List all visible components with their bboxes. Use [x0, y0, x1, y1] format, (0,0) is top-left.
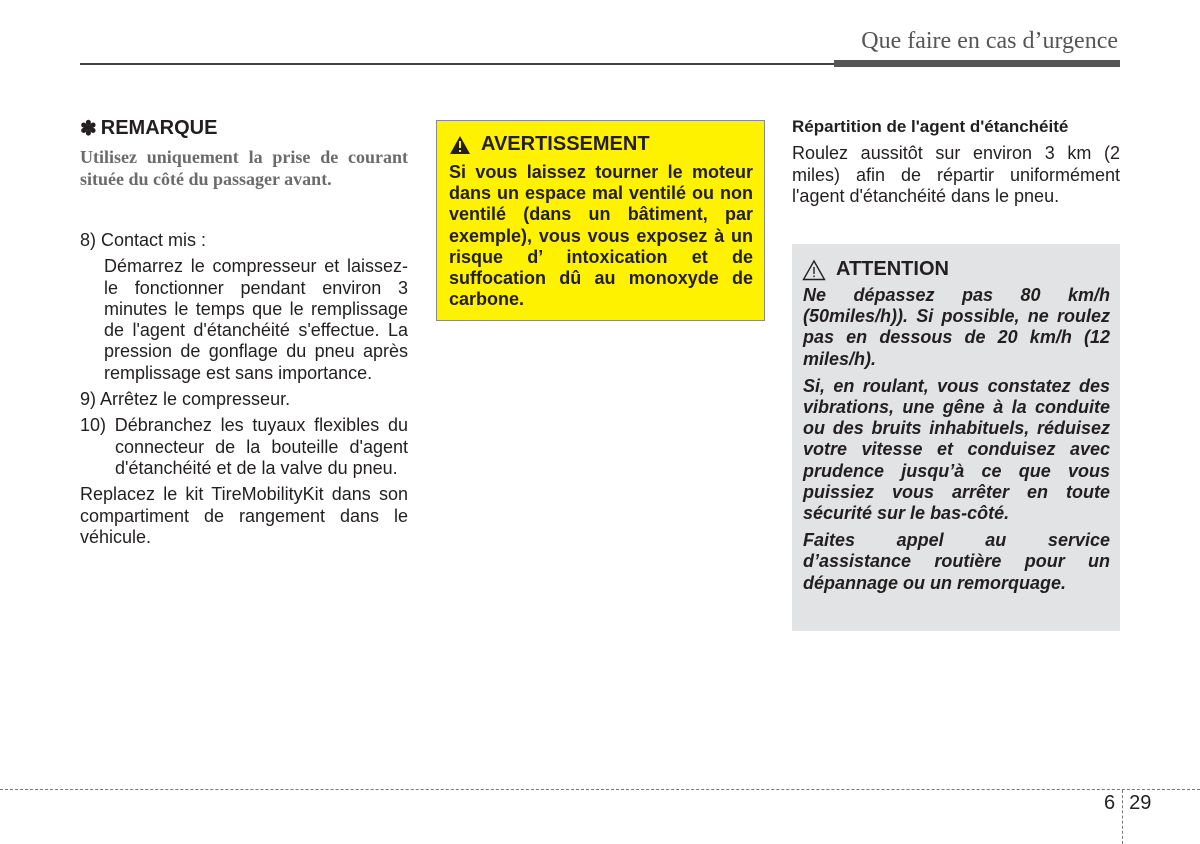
warning-body: Si vous laissez tourner le moteur dans un espace mal ventilé ou non ventilé (dans un bâtiment, par exemple), vous vous exposez à un risque d’ intoxication et de suffocation dû au monoxyde de carbone. — [449, 162, 753, 310]
page-number-separator — [1122, 790, 1123, 844]
remark-star-icon: ✽ — [80, 118, 97, 140]
remark-heading — [80, 116, 408, 141]
warning-box — [436, 120, 765, 321]
page-index: 29 — [1129, 792, 1152, 814]
distribution-title: Répartition de l'agent d'étanchéité — [792, 117, 1069, 136]
attention-box — [792, 244, 1120, 631]
right-column — [792, 117, 1120, 208]
distribution-body: Roulez aussitôt sur environ 3 km (2 miles) afin de répartir uniformément l'agent d'étanchéité dans le pneu. — [792, 143, 1120, 206]
attention-body — [803, 285, 1110, 600]
warning-title: AVERTISSEMENT — [481, 133, 650, 155]
attention-paragraph-vibrations: Si, en roulant, vous constatez des vibrations, une gêne à la conduite ou des bruits inhabituels, réduisez votre vitesse et conduisez avec prudence jusqu’à ce que vous puissiez vous arrêter en toute sécurité sur le bas-côté. — [803, 375, 1110, 524]
replace-kit-text: Replacez le kit TireMobilityKit dans son compartiment de rangement dans le véhicule. — [80, 484, 408, 547]
footer-divider — [0, 789, 1200, 790]
attention-paragraph-speed: Ne dépassez pas 80 km/h (50miles/h)). Si possible, ne roulez pas en dessous de 20 km/h (12 miles/h). — [803, 285, 1110, 369]
remark-body: Utilisez uniquement la prise de courant située du côté du passager avant. — [80, 147, 408, 189]
chapter-number: 6 — [1104, 792, 1116, 814]
attention-title: ATTENTION — [836, 258, 949, 280]
warning-triangle-icon — [449, 135, 471, 155]
left-column — [80, 116, 408, 548]
step-10: 10) Débranchez les tuyaux flexibles du connecteur de la bouteille d'agent d'étanchéité et de la valve du pneu. — [80, 415, 408, 478]
page-header-title: Que faire en cas d’urgence — [861, 28, 1118, 54]
header-divider-accent — [834, 60, 1120, 67]
warning-heading — [449, 133, 650, 156]
attention-heading — [802, 258, 949, 281]
remark-title: REMARQUE — [100, 117, 218, 139]
step-8-body: Démarrez le compresseur et laissez-le fonctionner pendant environ 3 minutes le temps que le remplissage de l'agent d'étanchéité s'effectue. La pression de gonflage du pneu après remplissage est sans importance. — [104, 256, 408, 383]
step-9: 9) Arrêtez le compresseur. — [80, 389, 291, 410]
step-8-label: 8) Contact mis : — [80, 230, 207, 250]
attention-paragraph-assistance: Faites appel au service d’assistance routière pour un dépannage ou un remorquage. — [803, 530, 1110, 593]
caution-triangle-icon — [802, 259, 826, 281]
page-number — [1104, 792, 1151, 815]
